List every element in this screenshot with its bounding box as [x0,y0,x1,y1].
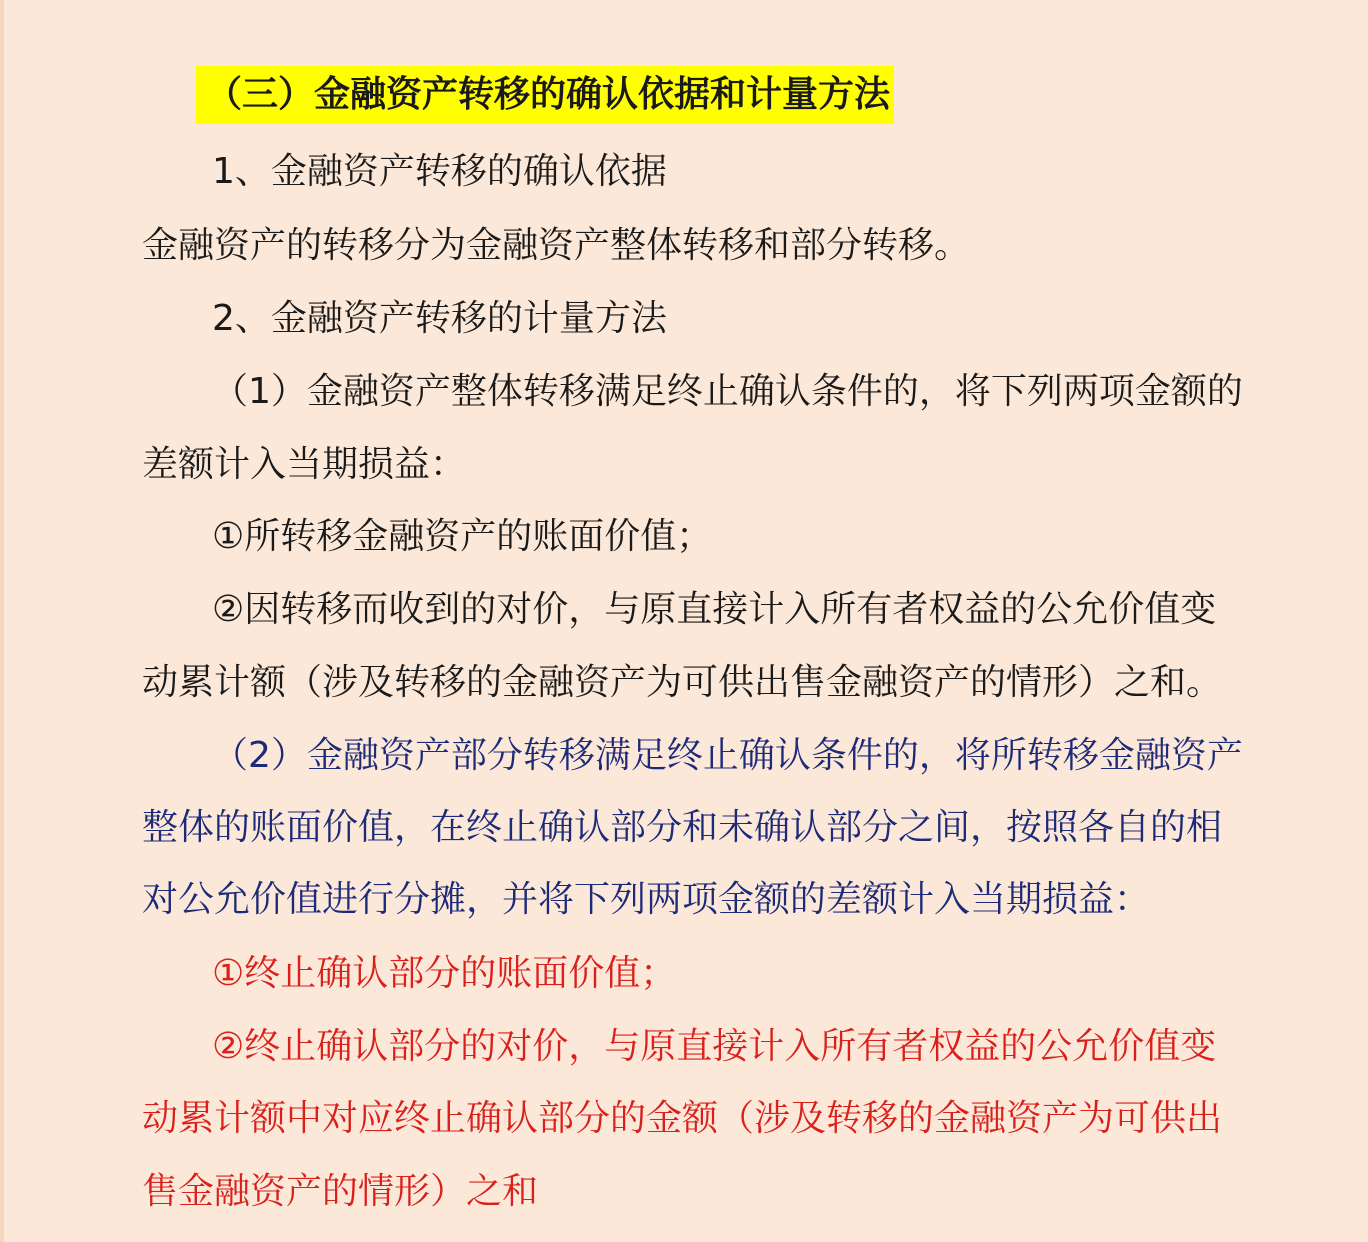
item1-line1: （1）金融资产整体转移满足终止确认条件的，将下列两项金额的 [212,371,1243,412]
item1-sub2-line2: 动累计额（涉及转移的金融资产为可供出售金融资产的情形）之和。 [142,662,1223,703]
item2-sub2-line3: 售金融资产的情形）之和 [142,1171,539,1212]
section1-title: 1、金融资产转移的确认依据 [212,151,667,192]
item2-line2: 整体的账面价值，在终止确认部分和未确认部分之间，按照各自的相 [142,807,1223,848]
section2-title: 2、金融资产转移的计量方法 [212,298,667,339]
item1-sub2-line1: ②因转移而收到的对价，与原直接计入所有者权益的公允价值变 [212,589,1217,630]
item2-line1: （2）金融资产部分转移满足终止确认条件的，将所转移金融资产 [212,735,1243,776]
item2-line3: 对公允价值进行分摊，并将下列两项金额的差额计入当期损益： [142,879,1151,920]
item1-sub1: ①所转移金融资产的账面价值； [212,516,713,557]
item1-line2: 差额计入当期损益： [142,444,467,485]
section-heading: （三）金融资产转移的确认依据和计量方法 [196,66,894,124]
item2-sub2-line2: 动累计额中对应终止确认部分的金额（涉及转移的金融资产为可供出 [142,1098,1223,1139]
section1-text: 金融资产的转移分为金融资产整体转移和部分转移。 [142,225,971,266]
item2-sub1: ①终止确认部分的账面价值； [212,953,677,994]
item2-sub2-line1: ②终止确认部分的对价，与原直接计入所有者权益的公允价值变 [212,1026,1217,1067]
